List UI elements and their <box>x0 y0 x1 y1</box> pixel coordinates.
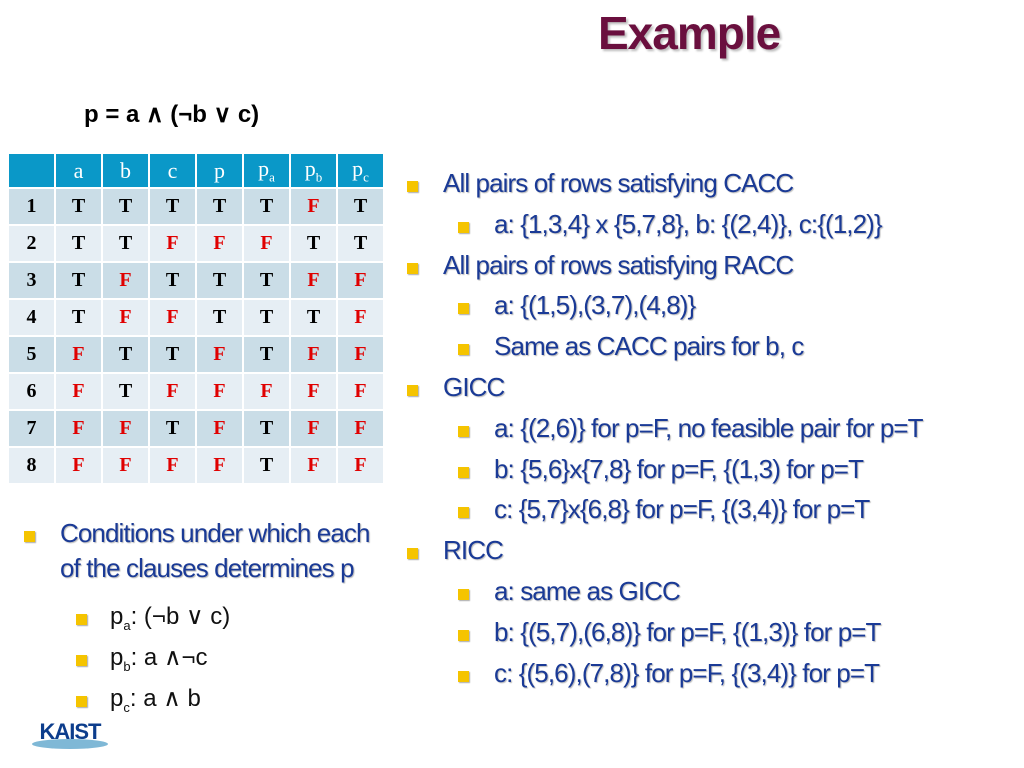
header-subscript: c <box>363 169 369 185</box>
bullet-icon <box>407 385 418 396</box>
clause-expression: : a ∧¬c <box>130 644 208 671</box>
criterion-detail: a: same as GICC <box>494 576 680 606</box>
table-cell: F <box>291 374 336 409</box>
criterion-heading: All pairs of rows satisfying CACC <box>443 168 794 198</box>
table-cell: F <box>244 374 289 409</box>
table-cell: F <box>150 300 195 335</box>
table-cell: F <box>291 263 336 298</box>
table-cell: F <box>338 374 383 409</box>
column-header: b <box>103 154 148 187</box>
criterion-heading: RICC <box>443 535 503 566</box>
table-cell: T <box>103 374 148 409</box>
table-cell: T <box>244 189 289 224</box>
bullet-icon <box>458 344 469 355</box>
table-cell: F <box>103 448 148 483</box>
svg-text:KAIST: KAIST <box>39 719 101 744</box>
clause-condition <box>110 643 208 674</box>
table-cell: F <box>338 448 383 483</box>
bullet-icon <box>407 181 418 192</box>
slide-title: Example <box>598 7 781 59</box>
table-cell: F <box>291 337 336 372</box>
table-cell: F <box>56 337 101 372</box>
table-cell: T <box>103 189 148 224</box>
table-cell: F <box>197 226 242 261</box>
column-header <box>9 154 54 187</box>
criterion-detail: b: {5,6}x{7,8} for p=F, {(1,3) for p=T <box>494 453 864 484</box>
table-cell: T <box>244 411 289 446</box>
table-cell: F <box>244 226 289 261</box>
table-cell: F <box>150 374 195 409</box>
row-number: 7 <box>9 411 54 446</box>
bullet-icon <box>407 548 418 559</box>
table-cell: F <box>56 374 101 409</box>
table-row <box>9 189 383 224</box>
column-header <box>338 154 383 187</box>
table-cell: T <box>244 300 289 335</box>
bullet-icon <box>458 426 469 437</box>
clause-condition <box>110 602 230 633</box>
table-cell: T <box>197 300 242 335</box>
left-main-text: Conditions under which each <box>60 518 370 548</box>
bullet-icon <box>407 263 418 274</box>
left-main-text: of the clauses determines p <box>60 553 354 583</box>
clause-subscript: c <box>123 699 130 715</box>
clause-expression: : (¬b ∨ c) <box>130 603 231 630</box>
table-cell: F <box>103 300 148 335</box>
criterion-heading: GICC <box>443 372 505 402</box>
table-cell: T <box>291 300 336 335</box>
bullet-icon <box>458 222 469 233</box>
table-cell: F <box>338 411 383 446</box>
table-cell: T <box>150 411 195 446</box>
table-cell: F <box>197 337 242 372</box>
table-row <box>9 226 383 261</box>
criterion-detail: a: {1,3,4} x {5,7,8}, b: {(2,4)}, c:{(1,2)} <box>494 208 882 239</box>
bullet-icon <box>458 467 469 478</box>
bullet-icon <box>24 531 35 542</box>
bullet-icon <box>76 696 87 707</box>
row-number: 3 <box>9 263 54 298</box>
table-cell: T <box>244 263 289 298</box>
table-cell: F <box>338 263 383 298</box>
clause-subscript: b <box>123 658 131 674</box>
row-number: 8 <box>9 448 54 483</box>
criterion-detail: a: {(2,6)} for p=F, no feasible pair for p=T <box>494 412 923 443</box>
header-subscript: b <box>315 169 323 185</box>
table-cell: T <box>244 448 289 483</box>
criterion-detail: a: {(1,5),(3,7),(4,8)} <box>494 290 696 321</box>
table-row <box>9 337 383 372</box>
clause-condition <box>110 684 201 715</box>
table-cell: F <box>197 411 242 446</box>
table-cell: T <box>244 337 289 372</box>
column-header <box>291 154 336 187</box>
clause-expression: : a ∧ b <box>129 685 201 712</box>
truth-table <box>7 152 385 485</box>
table-cell: T <box>150 189 195 224</box>
table-cell: T <box>338 189 383 224</box>
row-number: 4 <box>9 300 54 335</box>
row-number: 6 <box>9 374 54 409</box>
table-cell: F <box>338 337 383 372</box>
clause-label: p <box>110 603 124 630</box>
table-cell: F <box>291 411 336 446</box>
table-cell: T <box>150 337 195 372</box>
table-cell: T <box>197 263 242 298</box>
kaist-logo <box>30 715 110 751</box>
table-cell: T <box>291 226 336 261</box>
table-cell: F <box>197 448 242 483</box>
table-cell: T <box>56 189 101 224</box>
column-header <box>244 154 289 187</box>
table-cell: F <box>150 448 195 483</box>
row-number: 2 <box>9 226 54 261</box>
criterion-heading: All pairs of rows satisfying RACC <box>443 249 794 280</box>
table-cell: F <box>338 300 383 335</box>
bullet-icon <box>76 655 87 666</box>
table-cell: F <box>56 411 101 446</box>
table-cell: F <box>197 374 242 409</box>
header-label: p <box>258 155 270 181</box>
table-cell: F <box>103 263 148 298</box>
table-cell: T <box>56 226 101 261</box>
formula: p = a ∧ (¬b ∨ c) <box>84 101 260 128</box>
table-cell: F <box>150 226 195 261</box>
table-row <box>9 374 383 409</box>
header-subscript: a <box>269 169 275 185</box>
bullet-icon <box>458 507 469 518</box>
table-cell: T <box>56 263 101 298</box>
bullet-icon <box>458 671 469 682</box>
table-cell: T <box>150 263 195 298</box>
criterion-detail: Same as CACC pairs for b, c <box>494 331 804 362</box>
table-cell: F <box>291 189 336 224</box>
table-cell: T <box>103 226 148 261</box>
table-cell: T <box>103 337 148 372</box>
bullet-icon <box>458 630 469 641</box>
bullet-icon <box>76 614 87 625</box>
table-cell: T <box>197 189 242 224</box>
criterion-detail: b: {(5,7),(6,8)} for p=F, {(1,3)} for p=T <box>494 616 881 647</box>
table-cell: F <box>291 448 336 483</box>
clause-label: p <box>110 685 124 712</box>
column-header: a <box>56 154 101 187</box>
clause-label: p <box>110 644 124 671</box>
table-row <box>9 448 383 483</box>
row-number: 5 <box>9 337 54 372</box>
criterion-detail: c: {5,7}x{6,8} for p=F, {(3,4)} for p=T <box>494 494 870 525</box>
bullet-icon <box>458 303 469 314</box>
table-cell: F <box>103 411 148 446</box>
bullet-icon <box>458 589 469 600</box>
table-row <box>9 300 383 335</box>
row-number: 1 <box>9 189 54 224</box>
header-label: p <box>304 155 316 181</box>
table-cell: T <box>338 226 383 261</box>
column-header: p <box>197 154 242 187</box>
header-label: p <box>352 155 364 181</box>
table-cell: T <box>56 300 101 335</box>
table-row <box>9 263 383 298</box>
criterion-detail: c: {(5,6),(7,8)} for p=F, {(3,4)} for p=T <box>494 657 880 688</box>
table-row <box>9 411 383 446</box>
column-header: c <box>150 154 195 187</box>
clause-subscript: a <box>123 617 131 633</box>
table-cell: F <box>56 448 101 483</box>
